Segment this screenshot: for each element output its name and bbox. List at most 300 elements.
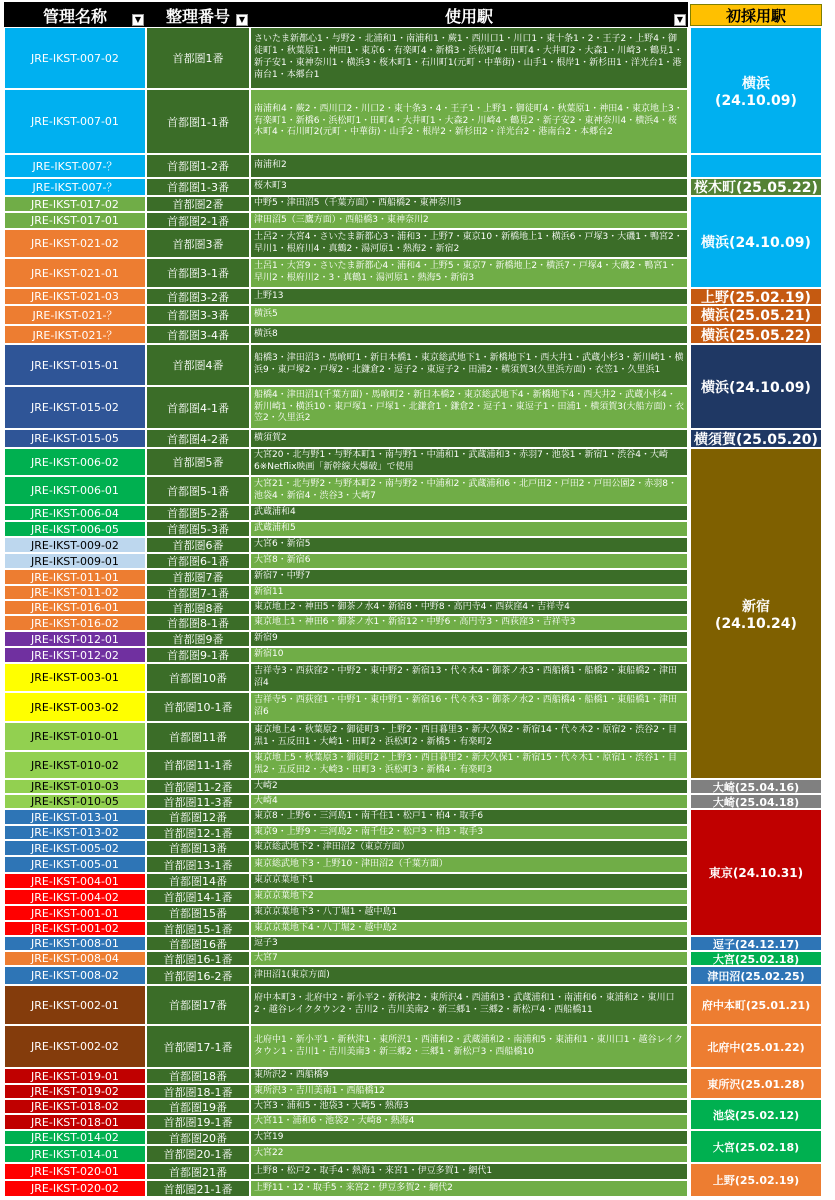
filter-dropdown-icon[interactable]: ▼ xyxy=(674,14,686,26)
stations-cell[interactable] xyxy=(250,258,688,288)
sort-number-text: 首都圏8-1番 xyxy=(167,617,229,630)
stations-cell[interactable] xyxy=(250,809,688,825)
sort-number-text: 首都圏11-1番 xyxy=(163,759,233,772)
sort-number-text: 首都圏9番 xyxy=(172,633,224,646)
sort-number-text: 首都圏6番 xyxy=(172,539,224,552)
first-adoption-cell[interactable] xyxy=(690,1130,822,1163)
sort-number-text: 首都圏16-2番 xyxy=(163,969,233,983)
sort-number-cell[interactable] xyxy=(146,229,250,258)
management-name-cell[interactable] xyxy=(4,873,146,889)
sort-number-cell[interactable] xyxy=(146,722,250,751)
filter-dropdown-icon[interactable]: ▼ xyxy=(132,14,144,26)
sort-number-text: 首都圏5-2番 xyxy=(167,507,229,520)
first-adoption-text: 北府中(25.01.22) xyxy=(707,1040,805,1054)
management-name-text: JRE-IKST-002-02 xyxy=(31,1040,119,1053)
sort-number-cell[interactable] xyxy=(146,521,250,537)
stations-cell[interactable] xyxy=(250,1163,688,1180)
management-name-text: JRE-IKST-011-02 xyxy=(31,586,119,599)
sort-number-cell[interactable] xyxy=(146,825,250,840)
sort-number-cell[interactable] xyxy=(146,936,250,951)
stations-cell[interactable] xyxy=(250,27,688,89)
management-name-cell[interactable] xyxy=(4,751,146,779)
stations-cell[interactable] xyxy=(250,1114,688,1130)
stations-text: 船橋4・津田沼1(千葉方面)・馬喰町2・新日本橋2・東京総武地下4・新橋地下4・西大井2・武蔵小杉4・新川崎1・横浜10・東戸塚1・戸塚1・北鎌倉1・鎌倉2・逗子1・東逗子1・田浦1・横須賀3(大船方面)・衣笠2・久里浜2 xyxy=(254,389,685,424)
sort-number-cell[interactable] xyxy=(146,27,250,89)
first-adoption-text: 津田沼(25.02.25) xyxy=(707,969,805,983)
sort-number-text: 首都圏15番 xyxy=(169,907,227,920)
management-name-cell[interactable] xyxy=(4,89,146,154)
first-adoption-empty-cell[interactable] xyxy=(690,154,822,178)
first-adoption-text: 横須賀(25.05.20) xyxy=(694,431,818,448)
management-name-text: JRE-IKST-012-02 xyxy=(31,648,119,662)
stations-cell[interactable] xyxy=(250,196,688,212)
management-name-cell[interactable] xyxy=(4,794,146,809)
first-adoption-cell[interactable] xyxy=(690,305,822,325)
sort-number-cell[interactable] xyxy=(146,258,250,288)
sort-number-cell[interactable] xyxy=(146,505,250,521)
management-name-text: JRE-IKST-005-01 xyxy=(31,858,119,871)
stations-cell[interactable] xyxy=(250,951,688,966)
management-name-text: JRE-IKST-002-01 xyxy=(31,998,119,1012)
first-adoption-cell[interactable] xyxy=(690,936,822,951)
sort-number-cell[interactable] xyxy=(146,386,250,429)
stations-cell[interactable] xyxy=(250,1084,688,1099)
stations-cell[interactable] xyxy=(250,647,688,663)
sort-number-cell[interactable] xyxy=(146,905,250,921)
management-name-cell[interactable] xyxy=(4,386,146,429)
stations-cell[interactable] xyxy=(250,692,688,722)
first-adoption-cell[interactable] xyxy=(690,966,822,985)
sort-number-cell[interactable] xyxy=(146,873,250,889)
sort-number-text: 首都圏1-2番 xyxy=(167,160,229,173)
stations-cell[interactable] xyxy=(250,585,688,600)
sort-number-cell[interactable] xyxy=(146,600,250,615)
stations-cell[interactable] xyxy=(250,305,688,325)
sort-number-text: 首都圏16番 xyxy=(169,937,227,951)
management-name-cell[interactable] xyxy=(4,889,146,905)
management-name-text: JRE-IKST-006-05 xyxy=(31,522,119,536)
stations-cell[interactable] xyxy=(250,1025,688,1068)
stations-cell[interactable] xyxy=(250,936,688,951)
stations-cell[interactable] xyxy=(250,905,688,921)
header-stations[interactable] xyxy=(250,2,688,28)
stations-text: 新宿11 xyxy=(254,586,284,597)
management-name-text: JRE-IKST-001-01 xyxy=(31,906,119,920)
management-name-text: JRE-IKST-009-02 xyxy=(31,538,119,552)
first-adoption-cell[interactable] xyxy=(690,1025,822,1068)
management-name-cell[interactable] xyxy=(4,1163,146,1180)
management-name-cell[interactable] xyxy=(4,288,146,305)
management-name-cell[interactable] xyxy=(4,1025,146,1068)
sort-number-cell[interactable] xyxy=(146,1145,250,1163)
first-adoption-text: 大崎(25.04.16) xyxy=(712,780,800,794)
first-adoption-cell[interactable] xyxy=(690,1068,822,1099)
management-name-text: JRE-IKST-014-01 xyxy=(31,1147,119,1161)
sort-number-text: 首都圏5-3番 xyxy=(167,523,229,536)
management-name-cell[interactable] xyxy=(4,27,146,89)
sort-number-text: 首都圏5-1番 xyxy=(167,484,229,498)
sort-number-cell[interactable] xyxy=(146,921,250,936)
management-name-cell[interactable] xyxy=(4,569,146,585)
stations-text: 上野13 xyxy=(254,290,284,301)
stations-cell[interactable] xyxy=(250,615,688,631)
management-name-text: JRE-IKST-015-01 xyxy=(31,358,119,372)
management-name-cell[interactable] xyxy=(4,537,146,553)
sort-number-cell[interactable] xyxy=(146,1130,250,1145)
stations-text: 大宮6・新宿5 xyxy=(254,539,311,550)
stations-cell[interactable] xyxy=(250,325,688,344)
stations-text: 東京地上5・秋葉原3・御徒町2・上野3・西日暮里2・新大久保1・新宿15・代々木1・原宿1・渋谷1・目黒2・五反田2・大崎3・田町3・浜松町3・新橋4・有楽町3 xyxy=(254,753,677,775)
stations-cell[interactable] xyxy=(250,779,688,794)
sort-number-text: 首都圏4-2番 xyxy=(167,432,229,446)
sort-number-text: 首都圏21番 xyxy=(169,1165,227,1179)
stations-cell[interactable] xyxy=(250,1180,688,1197)
sort-number-cell[interactable] xyxy=(146,663,250,692)
management-name-text: JRE-IKST-004-01 xyxy=(31,874,119,888)
stations-cell[interactable] xyxy=(250,889,688,905)
stations-text: 津田沼1(東京方面) xyxy=(254,969,330,980)
sort-number-text: 首都圏9-1番 xyxy=(167,649,229,662)
stations-cell[interactable] xyxy=(250,751,688,779)
stations-text: 東京地上4・秋葉原2・御徒町3・上野2・西日暮里3・新大久保2・新宿14・代々木2・原宿2・渋谷2・目黒1・五反田1・大崎1・田町2・浜松町2・新橋5・有楽町2 xyxy=(254,724,677,747)
first-adoption-cell[interactable] xyxy=(690,27,822,154)
stations-cell[interactable] xyxy=(250,448,688,476)
sort-number-cell[interactable] xyxy=(146,840,250,856)
sort-number-text: 首都圏3-1番 xyxy=(167,267,229,280)
management-name-text: JRE-IKST-006-01 xyxy=(31,484,119,497)
sort-number-cell[interactable] xyxy=(146,779,250,794)
sort-number-cell[interactable] xyxy=(146,448,250,476)
sort-number-cell[interactable] xyxy=(146,344,250,386)
sort-number-text: 首都圏21-1番 xyxy=(163,1182,233,1196)
first-adoption-text: 新宿 (24.10.24) xyxy=(715,598,797,632)
sort-number-text: 首都圏2番 xyxy=(172,198,224,211)
stations-cell[interactable] xyxy=(250,794,688,809)
sort-number-text: 首都圏18-1番 xyxy=(163,1085,233,1099)
filter-dropdown-icon[interactable]: ▼ xyxy=(236,14,248,26)
management-name-text: JRE-IKST-008-02 xyxy=(31,969,119,982)
sort-number-cell[interactable] xyxy=(146,305,250,325)
sort-number-cell[interactable] xyxy=(146,553,250,569)
sort-number-text: 首都圏3-3番 xyxy=(167,309,229,322)
stations-text: 大宮8・新宿6 xyxy=(254,555,311,566)
first-adoption-cell[interactable] xyxy=(690,178,822,196)
management-name-text: JRE-IKST-016-01 xyxy=(31,601,119,614)
management-name-text: JRE-IKST-003-01 xyxy=(31,671,119,684)
stations-text: 南浦和4・蕨2・西川口2・川口2・東十条3・4・王子1・上野1・御徒町4・秋葉原1・神田4・東京地上3・有楽町1・新橋6・浜松町1・田町4・大井町1・大森2・川崎4・鶴見2・新子安2・東神奈川4・横浜4・桜木町4・石川町2(元町・中華街)・山手2・根岸2・新杉田2・洋光台2・港南台2・本郷台2 xyxy=(254,103,683,138)
management-name-text: JRE-IKST-020-01 xyxy=(31,1165,119,1178)
management-name-text: JRE-IKST-013-02 xyxy=(31,826,119,839)
sort-number-cell[interactable] xyxy=(146,809,250,825)
header-management-name[interactable] xyxy=(4,2,146,28)
stations-text: さいたま新都心1・与野2・北浦和1・南浦和1・蕨1・西川口1・川口1・東十条1・2・王子2・上野4・御徒町1・秋葉原1・神田1・東京6・有楽町4・新橋3・浜松町4・田町4・大井町2・大森1・川崎3・鶴見1・新子安1・東神奈川1・横浜3・桜木町1・石川町1(元町・中華街)・山手1・根岸1・新杉田1・洋光台1・港南台1・本郷台1 xyxy=(254,34,683,80)
first-adoption-text: 逗子(24.12.17) xyxy=(712,937,800,951)
management-name-cell[interactable] xyxy=(4,505,146,521)
management-name-cell[interactable] xyxy=(4,448,146,476)
first-adoption-cell[interactable] xyxy=(690,1163,822,1197)
sort-number-cell[interactable] xyxy=(146,856,250,873)
management-name-cell[interactable] xyxy=(4,840,146,856)
management-name-cell[interactable] xyxy=(4,1180,146,1197)
stations-cell[interactable] xyxy=(250,212,688,229)
stations-cell[interactable] xyxy=(250,856,688,873)
management-name-cell[interactable] xyxy=(4,178,146,196)
first-adoption-text: 府中本町(25.01.21) xyxy=(701,999,811,1012)
management-name-cell[interactable] xyxy=(4,600,146,615)
first-adoption-cell[interactable] xyxy=(690,985,822,1025)
stations-cell[interactable] xyxy=(250,178,688,196)
sort-number-text: 首都圏10番 xyxy=(169,671,227,685)
sort-number-cell[interactable] xyxy=(146,1099,250,1114)
sort-number-cell[interactable] xyxy=(146,1068,250,1084)
management-name-cell[interactable] xyxy=(4,476,146,505)
sort-number-cell[interactable] xyxy=(146,615,250,631)
management-name-cell[interactable] xyxy=(4,692,146,722)
stations-text: 横須賀2 xyxy=(254,432,287,443)
stations-cell[interactable] xyxy=(250,663,688,692)
sort-number-text: 首都圏7番 xyxy=(172,571,224,584)
stations-cell[interactable] xyxy=(250,569,688,585)
sort-number-cell[interactable] xyxy=(146,1084,250,1099)
sort-number-cell[interactable] xyxy=(146,89,250,154)
management-name-cell[interactable] xyxy=(4,921,146,936)
stations-cell[interactable] xyxy=(250,1068,688,1084)
sort-number-cell[interactable] xyxy=(146,476,250,505)
management-name-cell[interactable] xyxy=(4,1068,146,1084)
first-adoption-text: 大宮(25.02.18) xyxy=(712,952,800,966)
management-name-cell[interactable] xyxy=(4,722,146,751)
sort-number-cell[interactable] xyxy=(146,692,250,722)
first-adoption-text: 桜木町(25.05.22) xyxy=(694,180,818,196)
sort-number-cell[interactable] xyxy=(146,966,250,985)
stations-text: 大崎4 xyxy=(254,795,278,806)
management-name-text: JRE-IKST-010-01 xyxy=(31,730,119,743)
sort-number-cell[interactable] xyxy=(146,585,250,600)
sort-number-cell[interactable] xyxy=(146,1114,250,1130)
management-name-cell[interactable] xyxy=(4,325,146,344)
management-name-cell[interactable] xyxy=(4,154,146,178)
management-name-cell[interactable] xyxy=(4,429,146,448)
stations-text: 大宮20・北与野1・与野本町1・南与野1・中浦和1・武蔵浦和3・赤羽7・池袋1・新宿1・渋谷4・大崎6※Netflix映画「新幹線大爆破」で使用 xyxy=(254,450,668,472)
stations-cell[interactable] xyxy=(250,386,688,429)
sort-number-cell[interactable] xyxy=(146,537,250,553)
management-name-cell[interactable] xyxy=(4,985,146,1025)
stations-cell[interactable] xyxy=(250,537,688,553)
stations-cell[interactable] xyxy=(250,1145,688,1163)
sort-number-cell[interactable] xyxy=(146,429,250,448)
stations-text: 逗子3 xyxy=(254,937,278,948)
sort-number-text: 首都圏14-1番 xyxy=(163,891,233,904)
first-adoption-cell[interactable] xyxy=(690,429,822,448)
first-adoption-cell[interactable] xyxy=(690,196,822,288)
management-name-cell[interactable] xyxy=(4,856,146,873)
first-adoption-cell[interactable] xyxy=(690,325,822,344)
sort-number-cell[interactable] xyxy=(146,647,250,663)
stations-text: 新宿10 xyxy=(254,649,284,660)
stations-cell[interactable] xyxy=(250,1130,688,1145)
first-adoption-text: 横浜(24.10.09) xyxy=(701,379,811,396)
management-name-cell[interactable] xyxy=(4,521,146,537)
management-name-cell[interactable] xyxy=(4,663,146,692)
sort-number-text: 首都圏15-1番 xyxy=(163,922,233,936)
sort-number-cell[interactable] xyxy=(146,1163,250,1180)
management-name-cell[interactable] xyxy=(4,615,146,631)
first-adoption-text: 大宮(25.02.18) xyxy=(712,1140,800,1154)
management-name-cell[interactable] xyxy=(4,966,146,985)
stations-text: 大崎2 xyxy=(254,780,278,791)
stations-text: 武蔵浦和5 xyxy=(254,523,296,534)
stations-text: 東京総武地下3・上野10・津田沼2（千葉方面） xyxy=(254,858,448,869)
management-name-text: JRE-IKST-007-01 xyxy=(31,115,119,128)
management-name-cell[interactable] xyxy=(4,1084,146,1099)
stations-text: 南浦和2 xyxy=(254,160,287,171)
first-adoption-cell[interactable] xyxy=(690,809,822,936)
stations-text: 上野8・松戸2・取手4・熱海1・来宮1・伊豆多賀1・網代1 xyxy=(254,1165,493,1176)
stations-cell[interactable] xyxy=(250,873,688,889)
stations-text: 東京9・上野9・三河島2・南千住2・松戸3・柏3・取手3 xyxy=(254,826,484,837)
stations-cell[interactable] xyxy=(250,429,688,448)
sort-number-cell[interactable] xyxy=(146,1180,250,1197)
management-name-text: JRE-IKST-018-02 xyxy=(31,1100,119,1113)
stations-cell[interactable] xyxy=(250,154,688,178)
management-name-cell[interactable] xyxy=(4,344,146,386)
sort-number-cell[interactable] xyxy=(146,196,250,212)
management-name-cell[interactable] xyxy=(4,809,146,825)
management-name-cell[interactable] xyxy=(4,229,146,258)
management-name-cell[interactable] xyxy=(4,196,146,212)
first-adoption-cell[interactable] xyxy=(690,779,822,794)
sort-number-cell[interactable] xyxy=(146,288,250,305)
management-name-text: JRE-IKST-007-？ xyxy=(32,160,118,173)
sort-number-cell[interactable] xyxy=(146,212,250,229)
management-name-cell[interactable] xyxy=(4,905,146,921)
sort-number-text: 首都圏11-3番 xyxy=(163,795,233,809)
sort-number-text: 首都圏13-1番 xyxy=(163,858,233,872)
management-name-text: JRE-IKST-007-？ xyxy=(32,181,118,194)
stations-text: 東京京葉地下2 xyxy=(254,891,314,902)
stations-cell[interactable] xyxy=(250,985,688,1025)
management-name-cell[interactable] xyxy=(4,1114,146,1130)
sort-number-cell[interactable] xyxy=(146,154,250,178)
stations-cell[interactable] xyxy=(250,1099,688,1114)
sort-number-cell[interactable] xyxy=(146,631,250,647)
stations-cell[interactable] xyxy=(250,476,688,505)
sort-number-cell[interactable] xyxy=(146,951,250,966)
stations-cell[interactable] xyxy=(250,553,688,569)
management-name-text: JRE-IKST-001-02 xyxy=(31,922,119,935)
management-name-cell[interactable] xyxy=(4,647,146,663)
stations-cell[interactable] xyxy=(250,229,688,258)
stations-cell[interactable] xyxy=(250,600,688,615)
management-name-text: JRE-IKST-011-01 xyxy=(31,570,119,584)
header-management-name-label: 管理名称 xyxy=(42,6,107,26)
management-name-cell[interactable] xyxy=(4,1130,146,1145)
management-name-text: JRE-IKST-014-02 xyxy=(31,1131,119,1144)
stations-cell[interactable] xyxy=(250,825,688,840)
stations-cell[interactable] xyxy=(250,288,688,305)
stations-cell[interactable] xyxy=(250,505,688,521)
sort-number-cell[interactable] xyxy=(146,889,250,905)
management-name-text: JRE-IKST-021-？ xyxy=(32,309,118,322)
stations-text: 北府中1・新小平1・新秋津1・東所沢1・西浦和2・武蔵浦和2・南浦和5・東浦和1・東川口1・越谷レイクタウン1・吉川1・吉川美南3・新三郷2・三郷1・新松戸3・西船橋10 xyxy=(254,1034,683,1057)
management-name-text: JRE-IKST-010-05 xyxy=(31,795,119,808)
stations-text: 吉祥寺5・西荻窪1・中野1・東中野1・新宿16・代々木3・御茶ノ水2・西船橋4・船橋1・東船橋1・津田沼6 xyxy=(254,695,677,717)
sort-number-cell[interactable] xyxy=(146,1025,250,1068)
management-name-cell[interactable] xyxy=(4,305,146,325)
stations-cell[interactable] xyxy=(250,921,688,936)
stations-text: 東所沢2・西船橋9 xyxy=(254,1070,329,1081)
stations-text: 大宮3・浦和5・池袋3・大崎5・熱海3 xyxy=(254,1100,409,1111)
stations-cell[interactable] xyxy=(250,722,688,751)
management-name-cell[interactable] xyxy=(4,936,146,951)
first-adoption-text: 横浜(25.05.21) xyxy=(701,308,811,324)
management-name-cell[interactable] xyxy=(4,779,146,794)
stations-text: 土呂1・大宮9・さいたま新都心4・浦和4・上野5・東京7・新橋地上2・横浜7・戸塚4・大磯2・鴨宮1・早川2・根府川2・3・真鶴1・湯河原1・熱海5・新宿3 xyxy=(254,261,677,283)
stations-text: 大宮19 xyxy=(254,1131,284,1142)
sort-number-cell[interactable] xyxy=(146,794,250,809)
sort-number-text: 首都圏3番 xyxy=(172,237,224,251)
management-name-text: JRE-IKST-021-？ xyxy=(32,328,118,342)
management-name-cell[interactable] xyxy=(4,1099,146,1114)
header-first-adoption[interactable] xyxy=(690,4,822,26)
sort-number-text: 首都圏3-4番 xyxy=(167,328,229,342)
sort-number-text: 首都圏6-1番 xyxy=(167,555,229,568)
stations-cell[interactable] xyxy=(250,631,688,647)
header-sort-number-label: 整理番号 xyxy=(165,6,230,26)
first-adoption-text: 池袋(25.02.12) xyxy=(712,1108,800,1122)
sort-number-text: 首都圏1番 xyxy=(172,52,224,65)
management-name-cell[interactable] xyxy=(4,631,146,647)
sort-number-cell[interactable] xyxy=(146,178,250,196)
sort-number-text: 首都圏14番 xyxy=(169,875,227,888)
sort-number-text: 首都圏19-1番 xyxy=(163,1116,233,1129)
management-name-cell[interactable] xyxy=(4,951,146,966)
stations-cell[interactable] xyxy=(250,89,688,154)
management-name-cell[interactable] xyxy=(4,1145,146,1163)
first-adoption-cell[interactable] xyxy=(690,344,822,429)
sort-number-cell[interactable] xyxy=(146,985,250,1025)
management-name-cell[interactable] xyxy=(4,258,146,288)
management-name-text: JRE-IKST-012-01 xyxy=(31,632,119,646)
management-name-text: JRE-IKST-009-01 xyxy=(31,554,119,568)
first-adoption-cell[interactable] xyxy=(690,288,822,305)
sort-number-cell[interactable] xyxy=(146,325,250,344)
header-sort-number[interactable] xyxy=(146,2,250,28)
sort-number-text: 首都圏19番 xyxy=(169,1100,227,1114)
stations-cell[interactable] xyxy=(250,840,688,856)
stations-text: 大宮22 xyxy=(254,1148,284,1159)
management-name-cell[interactable] xyxy=(4,825,146,840)
first-adoption-cell[interactable] xyxy=(690,951,822,966)
stations-cell[interactable] xyxy=(250,521,688,537)
management-name-cell[interactable] xyxy=(4,585,146,600)
sort-number-text: 首都圏1-1番 xyxy=(167,115,229,129)
first-adoption-cell[interactable] xyxy=(690,794,822,809)
first-adoption-cell[interactable] xyxy=(690,448,822,779)
stations-cell[interactable] xyxy=(250,344,688,386)
stations-cell[interactable] xyxy=(250,966,688,985)
sort-number-text: 首都圏16-1番 xyxy=(163,952,233,966)
sort-number-cell[interactable] xyxy=(146,569,250,585)
sort-number-cell[interactable] xyxy=(146,751,250,779)
first-adoption-text: 上野(25.02.19) xyxy=(712,1174,800,1187)
management-name-cell[interactable] xyxy=(4,212,146,229)
management-name-cell[interactable] xyxy=(4,553,146,569)
management-name-text: JRE-IKST-007-02 xyxy=(31,51,119,65)
first-adoption-cell[interactable] xyxy=(690,1099,822,1130)
first-adoption-text: 上野(25.02.19) xyxy=(701,289,811,305)
stations-text: 土呂2・大宮4・さいたま新都心3・浦和3・上野7・東京10・新橋地上1・横浜6・戸塚3・大磯1・鴨宮2・早川1・根府川4・真鶴2・湯河原1・熱海2・新宿2 xyxy=(254,231,683,254)
